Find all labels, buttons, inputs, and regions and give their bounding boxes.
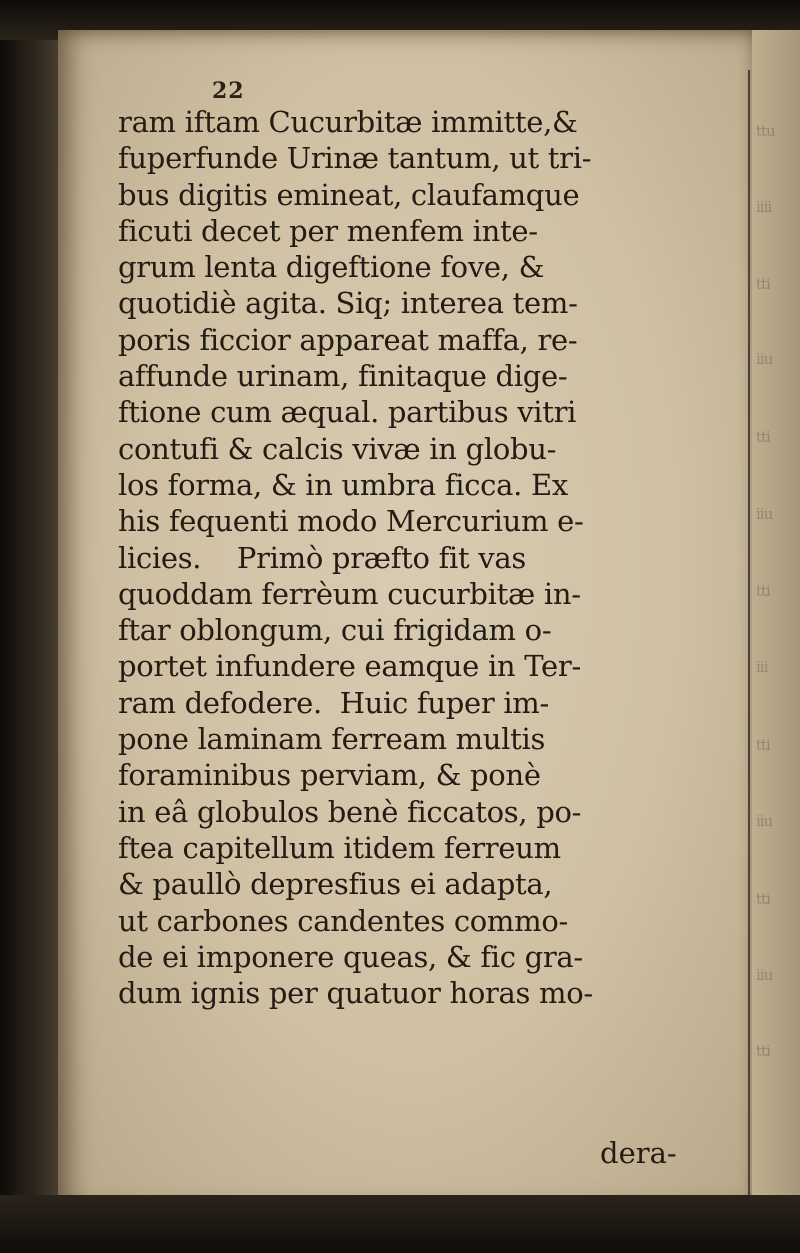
text-line: fuperfunde Urinæ tantum, ut tri- <box>118 141 592 176</box>
text-line: pone laminam ferream multis <box>118 722 546 757</box>
text-line: ficuti decet per menfem inte- <box>118 213 538 248</box>
text-line: grum lenta digeftione fove, & <box>118 250 545 285</box>
page-number: 22 <box>212 78 245 104</box>
text-line: ut carbones candentes commo- <box>118 903 568 938</box>
text-line: ftar oblongum, cui frigidam o- <box>118 613 552 648</box>
text-line: ram iftam Cucurbitæ immitte,& <box>118 105 578 139</box>
text-line: ftea capitellum itidem ferreum <box>118 830 561 865</box>
catchword: dera- <box>600 1136 677 1170</box>
text-line: de ei imponere queas, & fic gra- <box>118 939 583 974</box>
text-line: contufi & calcis vivæ in globu- <box>118 431 557 466</box>
text-line: dum ignis per quatuor horas mo- <box>118 976 593 1011</box>
gutter-line <box>748 70 750 1200</box>
text-line: los forma, & in umbra ficca. Ex <box>118 467 568 502</box>
text-line: ram defodere. Huic fuper im- <box>118 685 549 720</box>
text-line: bus digitis emineat, claufamque <box>118 177 580 212</box>
text-line: poris ficcior appareat maffa, re- <box>118 322 578 357</box>
text-line: licies. Primò præfto fit vas <box>118 540 526 575</box>
text-line: foraminibus perviam, & ponè <box>118 758 541 793</box>
text-line: portet infundere eamque in Ter- <box>118 649 581 684</box>
book-left-edge <box>0 0 60 1253</box>
text-block <box>118 104 748 1011</box>
book-bottom-edge <box>0 1195 800 1253</box>
text-line: his fequenti modo Mercurium e- <box>118 504 584 539</box>
text-line: quotidiè agita. Siq; interea tem- <box>118 286 578 321</box>
text-line: quoddam ferrèum cucurbitæ in- <box>118 576 581 611</box>
text-line: in eâ globulos benè ficcatos, po- <box>118 794 582 829</box>
text-line: & paullò depresfius ei adapta, <box>118 867 553 902</box>
text-line: ftione cum æqual. partibus vitri <box>118 395 577 430</box>
facing-page-edge: ttu iiii tti iiu tti iiu tti iii tti iiu tti iiu tti <box>752 30 800 1210</box>
text-line: affunde urinam, finitaque dige- <box>118 359 568 394</box>
